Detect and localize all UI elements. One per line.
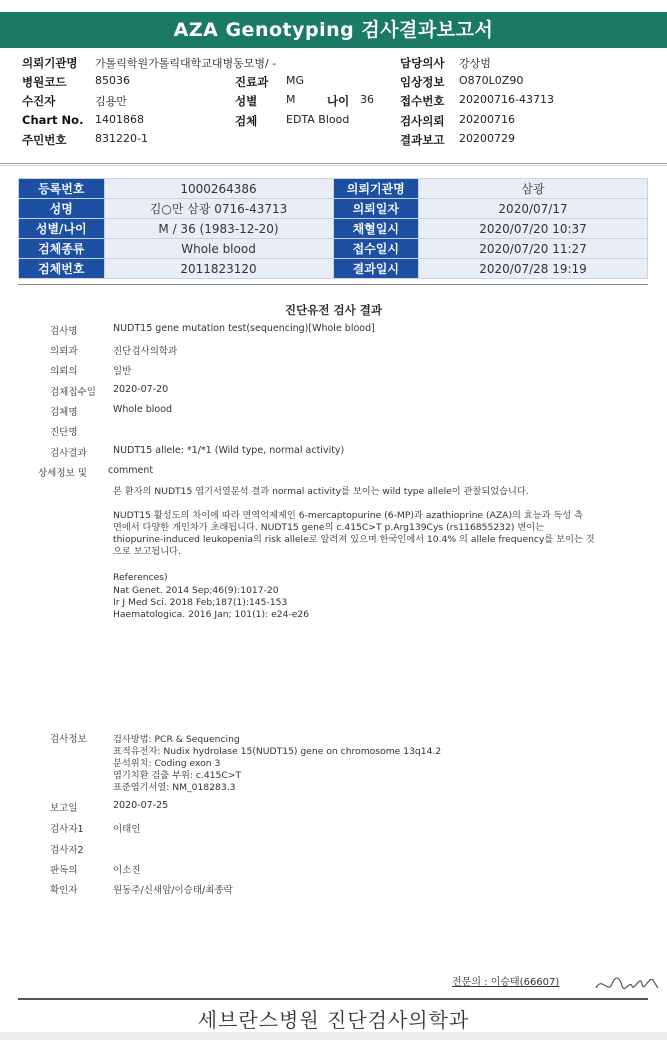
table-row: [19, 199, 648, 219]
receipt-date: 2020-07-20: [113, 384, 169, 395]
table-value: M / 36 (1983-12-20): [104, 219, 333, 239]
footer-divider: [18, 998, 648, 1000]
references-label: References): [113, 572, 168, 583]
table-value: 김○만 삼광 0716-43713: [104, 199, 333, 219]
chart-no-label: Chart No.: [22, 113, 84, 127]
specialist: 전문의 : 이승태(66607): [452, 977, 560, 988]
clinical-info-label: 임상정보: [400, 75, 445, 89]
clinical-info: O870L0Z90: [459, 74, 524, 87]
diagnosis-label: 진단명: [50, 427, 78, 438]
table-divider: [18, 284, 648, 285]
test-info-label: 검사정보: [50, 734, 87, 745]
dept: MG: [286, 74, 305, 87]
specimen: EDTA Blood: [286, 113, 350, 126]
report-date-label: 보고일: [50, 803, 78, 814]
table-key: 결과일시: [333, 259, 419, 279]
table-value: 1000264386: [104, 179, 333, 199]
table-row: [19, 219, 648, 239]
specimen-label: 검체명: [50, 407, 78, 418]
dept: 진단검사의학과: [113, 346, 178, 357]
chart-no: 1401868: [95, 113, 144, 126]
dept-label: 의뢰과: [50, 346, 78, 357]
footer-title: 세브란스병원 진단검사의학과: [197, 1008, 470, 1032]
table-value: 2020/07/20 10:37: [419, 219, 648, 239]
table-key: 의뢰일자: [333, 199, 419, 219]
header-divider: [0, 163, 667, 164]
test-name-label: 검사명: [50, 326, 78, 337]
resident-no: 831220-1: [95, 132, 148, 145]
specimen-label: 검체: [235, 114, 258, 128]
test-info-line: 검사방법: PCR & Sequencing: [113, 734, 240, 745]
doctor-label: 담당의사: [400, 56, 445, 70]
test-info-line: 표준염기서열: NM_018283.3: [113, 782, 236, 793]
result-label: 검사결과: [50, 448, 87, 459]
resident-no-label: 주민번호: [22, 133, 67, 147]
detail-label: 상세정보 및: [38, 468, 87, 479]
report-title: AZA Genotyping 검사결과보고서: [0, 12, 667, 48]
result-report-label: 결과보고: [400, 133, 445, 147]
report-date: 2020-07-25: [113, 800, 169, 811]
confirm-label: 확인자: [50, 885, 78, 896]
header-divider-light: [0, 165, 667, 166]
test-info-line: 표적유전자: Nudix hydrolase 15(NUDT15) gene on chromosome 13q14.2: [113, 746, 442, 757]
test-request-label: 검사의뢰: [400, 114, 445, 128]
reference-item: Ir J Med Sci. 2018 Feb;187(1):145-153: [113, 597, 288, 608]
table-row: [19, 259, 648, 279]
referring-org-label: 의뢰기관명: [22, 56, 78, 70]
test-request: 20200716: [459, 113, 515, 126]
table-value: 2020/07/20 11:27: [419, 239, 648, 259]
test-info-line: 분석위치: Coding exon 3: [113, 758, 221, 769]
hospital-code: 85036: [95, 74, 130, 87]
dept-label: 진료과: [235, 75, 269, 89]
table-key: 성별/나이: [19, 219, 105, 239]
detail-comment: comment: [108, 465, 154, 476]
signature-icon: [592, 966, 662, 996]
patient-info-table: [18, 178, 648, 279]
table-key: 검체종류: [19, 239, 105, 259]
result-report: 20200729: [459, 132, 515, 145]
sex-label: 성별: [235, 94, 258, 108]
table-key: 접수일시: [333, 239, 419, 259]
table-value: 2020/07/17: [419, 199, 648, 219]
age-label: 나이: [327, 94, 350, 108]
comment-line: 으로 보고됩니다.: [113, 546, 181, 557]
receipt-date-label: 검체접수일: [50, 387, 96, 398]
tester2-label: 검사자2: [50, 845, 84, 856]
table-row: [19, 239, 648, 259]
comment-line: thiopurine-induced leukopenia의 risk allele로 알려져 있으며 한국인에서 10.4% 의 allele frequency를 보이는 것: [113, 534, 595, 545]
table-value: Whole blood: [104, 239, 333, 259]
tester1: 이태인: [113, 824, 141, 835]
sex: M: [286, 93, 296, 106]
reference-item: Nat Genet. 2014 Sep;46(9):1017-20: [113, 585, 279, 596]
doctor: 일반: [113, 366, 132, 377]
receipt-no-label: 접수번호: [400, 94, 445, 108]
judge: 이소진: [113, 865, 141, 876]
comment-paragraph-1: 본 환자의 NUDT15 염기서열분석 결과 normal activity를 보이는 wild type allele이 관찰되었습니다.: [113, 486, 529, 497]
table-key: 채혈일시: [333, 219, 419, 239]
table-row: [19, 179, 648, 199]
table-key: 의뢰기관명: [333, 179, 419, 199]
tester1-label: 검사자1: [50, 824, 84, 835]
age: 36: [360, 93, 374, 106]
result-value: NUDT15 allele: *1/*1 (Wild type, normal activity): [113, 445, 345, 456]
receipt-no: 20200716-43713: [459, 93, 554, 106]
table-value: 삼광: [419, 179, 648, 199]
confirm: 원동주/신새암/이승태/최종락: [113, 885, 233, 896]
reference-item: Haematologica. 2016 Jan; 101(1): e24-e26: [113, 609, 310, 620]
referring-org: 가톨릭학원가톨릭대학교대병동모병/ -: [95, 57, 277, 70]
doctor: 강상범: [459, 57, 491, 70]
report-header: [22, 55, 662, 155]
test-name: NUDT15 gene mutation test(sequencing)[Whole blood]: [113, 323, 375, 334]
test-info-line: 염기치환 검출 부위: c.415C>T: [113, 770, 242, 781]
comment-line: 면에서 다양한 개인차가 초래됩니다. NUDT15 gene의 c.415C>T p.Arg139Cys (rs116855232) 변이는: [113, 522, 544, 533]
comment-line: NUDT15 활성도의 차이에 따라 면역억제제인 6-mercaptopurine (6-MP)과 azathioprine (AZA)의 효능과 독성 측: [113, 510, 583, 521]
result-section-title: 진단유전 검사 결과: [285, 303, 382, 317]
recipient-label: 수진자: [22, 94, 56, 108]
specimen: Whole blood: [113, 404, 173, 415]
footer-band: [0, 1032, 667, 1040]
judge-label: 판독의: [50, 865, 78, 876]
table-value: 2020/07/28 19:19: [419, 259, 648, 279]
table-key: 검체번호: [19, 259, 105, 279]
hospital-code-label: 병원코드: [22, 75, 67, 89]
recipient: 김용만: [95, 95, 127, 108]
doctor-label: 의뢰의: [50, 366, 78, 377]
table-key: 등록번호: [19, 179, 105, 199]
table-key: 성명: [19, 199, 105, 219]
table-value: 2011823120: [104, 259, 333, 279]
